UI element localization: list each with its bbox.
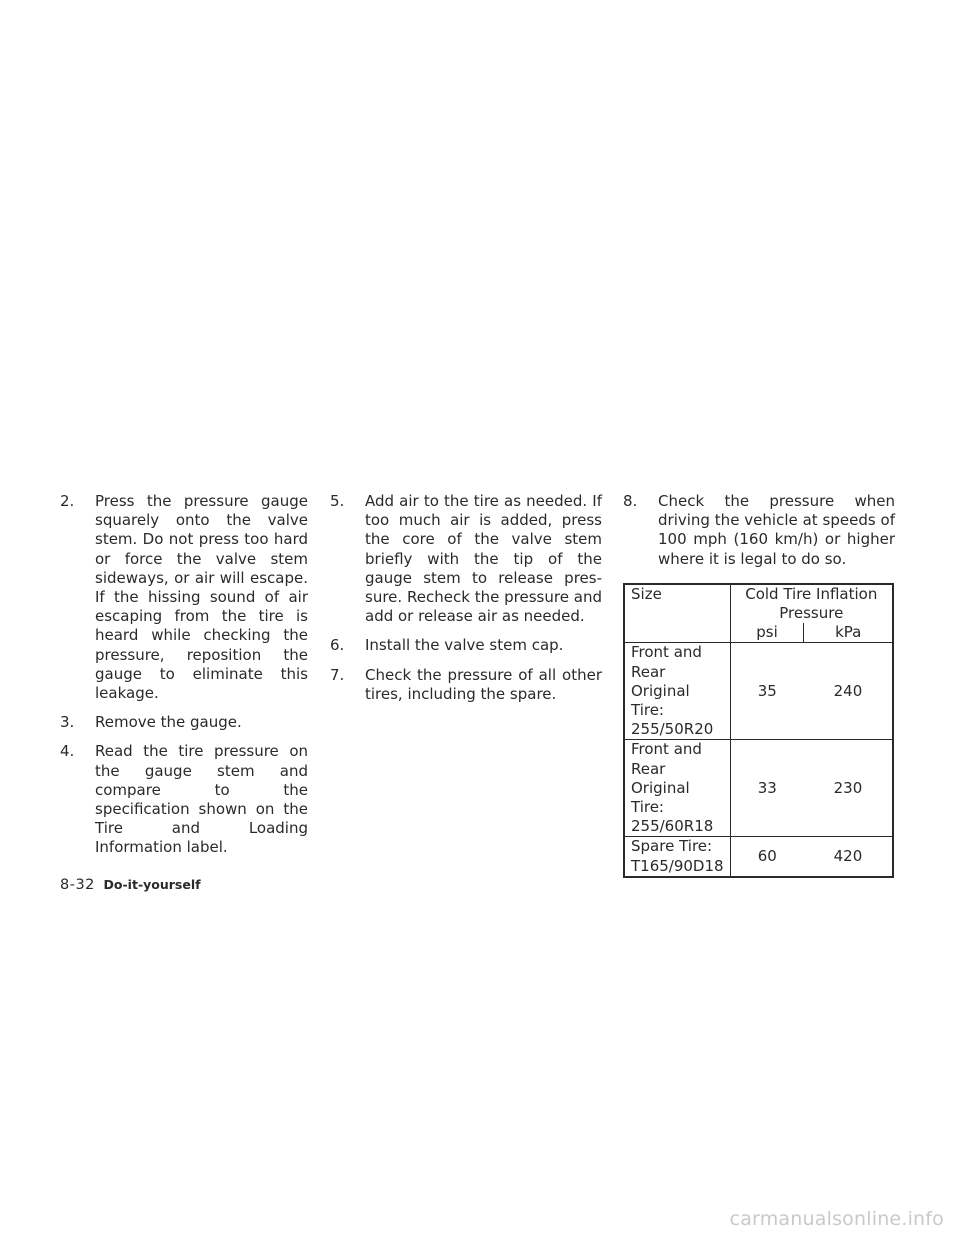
tire-size-cell: Front and Rear Original Tire: 255/60R18 — [624, 740, 730, 837]
page-number: 8-32 — [60, 877, 95, 893]
kpa-cell: 230 — [804, 740, 893, 837]
tire-pressure-table — [623, 583, 894, 878]
table-row — [624, 643, 893, 740]
page-footer — [60, 877, 201, 893]
kpa-cell: 240 — [804, 643, 893, 740]
step-number: 3. — [60, 713, 75, 732]
step-text: Check the pressure when driving the vehicle at speeds of 100 mph (160 km/h) or higher where it is legal to do so. — [658, 492, 895, 568]
step-text: Press the pressure gauge squarely onto the valve stem. Do not press too hard or force the valve stem sideways, or air will escape. If the hissing sound of air escaping from the tire is heard while checking the pressure, reposition the gauge to eliminate this leakage. — [95, 492, 308, 703]
step-text: Install the valve stem cap. — [365, 636, 564, 655]
step-5 — [330, 492, 602, 626]
step-text: Remove the gauge. — [95, 713, 242, 732]
psi-cell: 60 — [730, 837, 804, 877]
step-7 — [330, 666, 602, 704]
unit-kpa: kPa — [804, 623, 893, 643]
section-title: Do-it-yourself — [103, 877, 201, 892]
step-8 — [623, 492, 895, 569]
step-number: 2. — [60, 492, 75, 510]
step-text: Read the tire pressure on the gauge stem and compare to the specification shown on the Tire and Loading Information label. — [95, 742, 308, 857]
step-number: 5. — [330, 492, 345, 510]
step-2 — [60, 492, 308, 703]
text-column-3 — [623, 492, 895, 878]
step-4 — [60, 742, 308, 857]
table-header-row — [624, 584, 893, 623]
step-text: Check the pressure of all other tires, including the spare. — [365, 665, 602, 703]
table-units-row — [624, 623, 893, 643]
watermark: carmanualsonline.info — [729, 1208, 944, 1230]
header-cold-tire-inflation-pressure: Cold Tire Inflation Pressure — [730, 584, 893, 623]
units-blank-cell — [624, 623, 730, 643]
step-6 — [330, 636, 602, 655]
step-number: 7. — [330, 665, 345, 684]
step-number: 8. — [623, 492, 638, 510]
text-column-2 — [330, 492, 602, 714]
table-row — [624, 740, 893, 837]
tire-size-cell: Spare Tire: T165/90D18 — [624, 837, 730, 877]
tire-size-cell: Front and Rear Original Tire: 255/50R20 — [624, 643, 730, 740]
table-row — [624, 837, 893, 877]
step-number: 6. — [330, 636, 345, 655]
psi-cell: 35 — [730, 643, 804, 740]
step-number: 4. — [60, 742, 75, 761]
unit-psi: psi — [730, 623, 804, 643]
text-column-1 — [60, 492, 308, 868]
step-text: Add air to the tire as needed. If too much air is added, press the core of the valve stem briefly with the tip of the gauge stem to release pres-sure. Recheck the pressure and add or release air as needed. — [365, 492, 602, 626]
step-3 — [60, 713, 308, 732]
psi-cell: 33 — [730, 740, 804, 837]
kpa-cell: 420 — [804, 837, 893, 877]
header-size: Size — [624, 584, 730, 623]
